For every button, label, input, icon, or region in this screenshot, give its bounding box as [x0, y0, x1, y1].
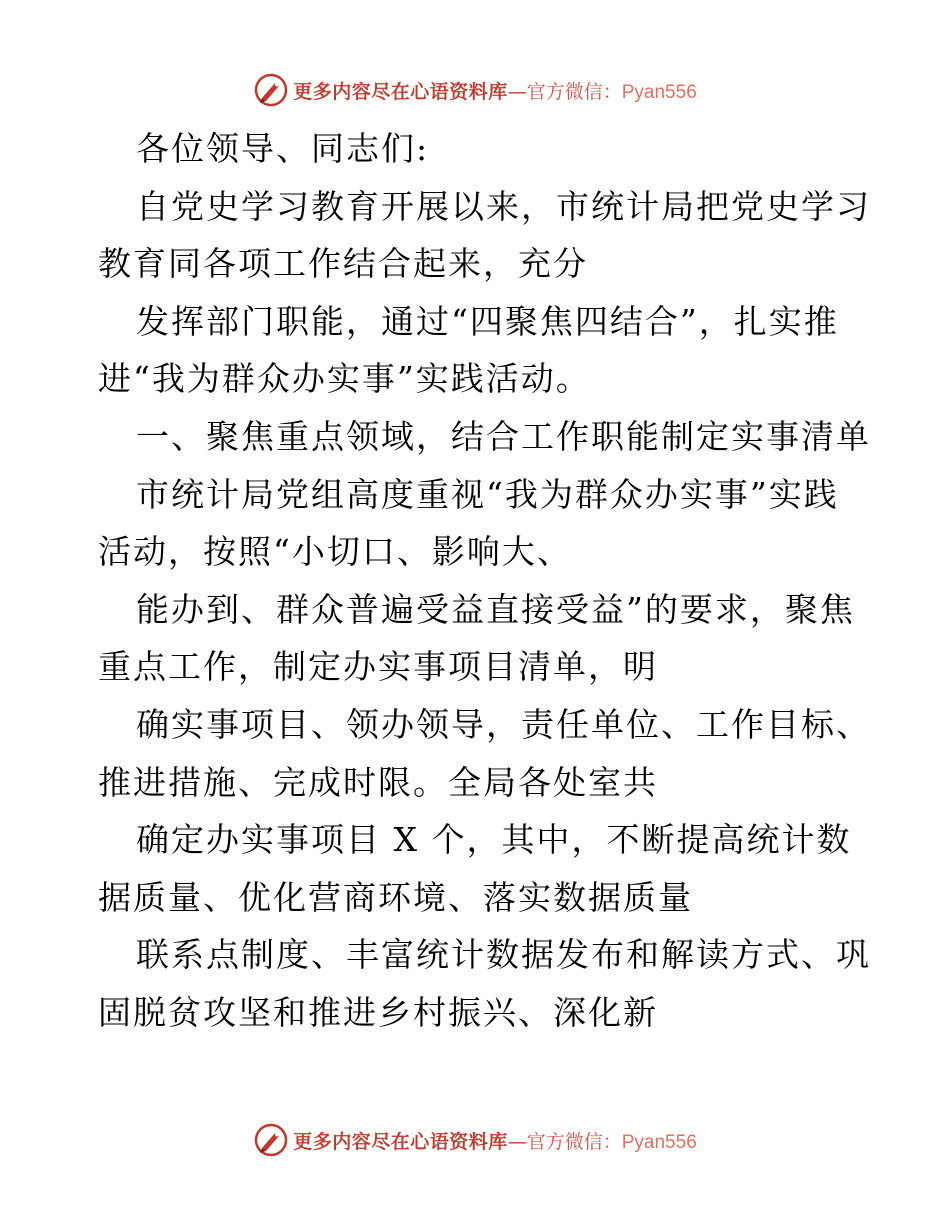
pen-logo-icon: [253, 72, 289, 108]
text-line: 活动，按照“小切口、影响大、: [98, 532, 572, 572]
header-watermark: [0, 70, 950, 110]
text-line: 各位领导、同志们:: [136, 129, 430, 168]
watermark-dash: —: [507, 1130, 527, 1153]
watermark-dash: —: [507, 80, 527, 103]
watermark-wechat-id: Pyan556: [621, 81, 697, 103]
watermark-title: 更多内容尽在心语资料库: [293, 80, 508, 103]
text-line: 确定办实事项目 X 个，其中，不断提高统计数: [136, 820, 852, 860]
text-line: 重点工作，制定办实事项目清单，明: [98, 647, 658, 687]
text-line: 推进措施、完成时限。全局各处室共: [98, 762, 658, 802]
pen-logo-icon: [253, 1122, 289, 1158]
text-line: 市统计局党组高度重视“我为群众办实事”实践: [136, 474, 839, 514]
watermark-wechat-label: 官方微信：: [526, 80, 622, 103]
text-line: 能办到、群众普遍受益直接受益”的要求，聚焦: [136, 589, 855, 629]
watermark-title: 更多内容尽在心语资料库: [293, 1130, 508, 1153]
text-line: 据质量、优化营商环境、落实数据质量: [98, 877, 693, 917]
text-line: 自党史学习教育开展以来，市统计局把党史学习: [136, 186, 871, 226]
section-heading: 一、聚焦重点领域，结合工作职能制定实事清单: [136, 416, 871, 456]
text-line: 进“我为群众办实事”实践活动。: [98, 359, 591, 399]
text-line: 教育同各项工作结合起来，充分: [98, 244, 588, 284]
footer-watermark: [0, 1120, 950, 1160]
document-body: [98, 120, 871, 1042]
text-line: 发挥部门职能，通过“四聚焦四结合”，扎实推: [136, 301, 839, 341]
text-line: 联系点制度、丰富统计数据发布和解读方式、巩: [136, 935, 871, 975]
watermark-wechat-id: Pyan556: [621, 1131, 697, 1153]
text-line: 固脱贫攻坚和推进乡村振兴、深化新: [98, 992, 658, 1032]
watermark-wechat-label: 官方微信：: [526, 1130, 622, 1153]
text-line: 确实事项目、领办领导，责任单位、工作目标、: [136, 704, 871, 744]
